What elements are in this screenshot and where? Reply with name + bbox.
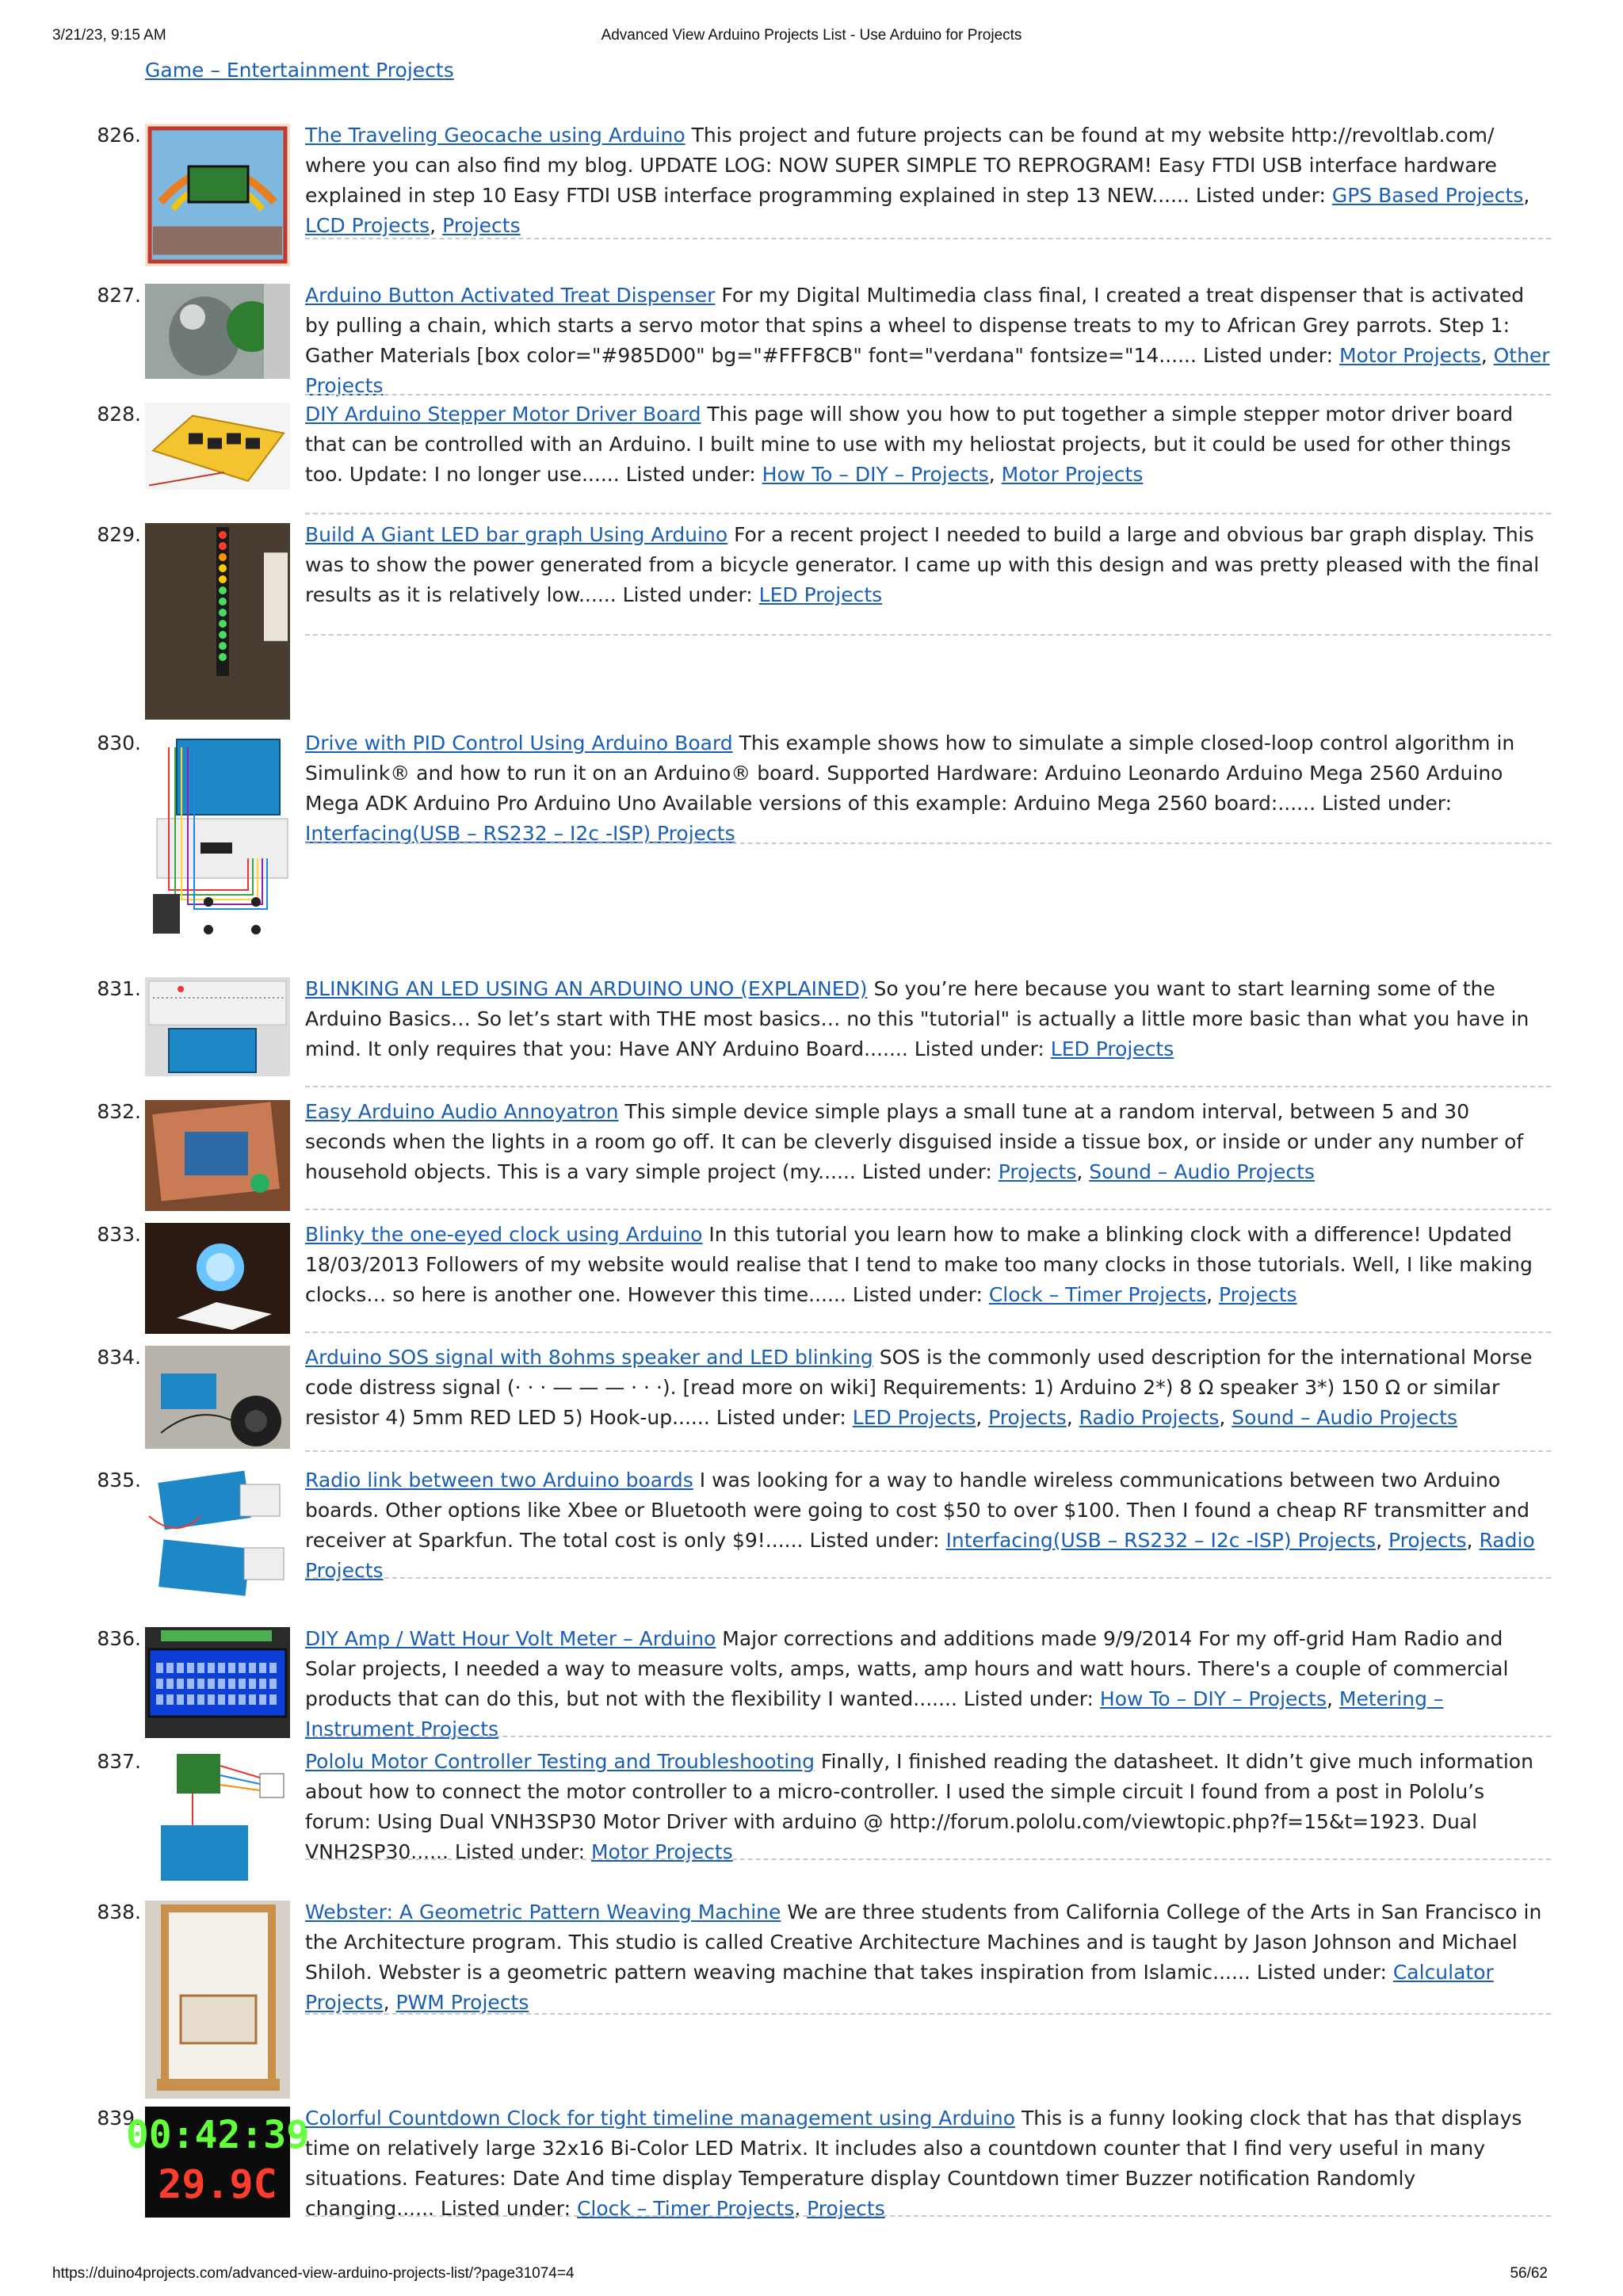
motor-controller-thumbnail[interactable] [145,1750,290,1889]
entry-title-link[interactable]: The Traveling Geocache using Arduino [305,124,685,147]
weaving-machine-thumbnail[interactable] [145,1901,290,2099]
listed-under-label: Listed under: [1256,1961,1393,1984]
entry-number: 828. [97,403,141,426]
entry-description: SOS is the commonly used description for the international Morse code distress signal (· · · — — — · · ·). [read more on wiki] Requirements: 1) Arduino 2*) 8 Ω speaker 3*) 150 Ω or similar resistor 4) 5mm RED LED 5) Hook-up...... [305,1346,1533,1429]
entry-text [305,1897,1551,2018]
tag-separator: , [1219,1406,1232,1429]
entry-text [305,974,1551,1064]
listed-under-label: Listed under: [852,1283,989,1306]
blue-orb-thumbnail[interactable] [145,1223,290,1334]
pid-wiring-thumbnail[interactable] [145,732,290,946]
tag-separator: , [1480,344,1494,367]
print-url: https://duino4projects.com/advanced-view-arduino-projects-list/?page31074=4 [52,2265,575,2282]
category-tag-link[interactable]: Motor Projects [1001,463,1144,486]
category-tag-link[interactable]: Motor Projects [1338,344,1481,367]
tag-separator: , [794,2197,808,2220]
entry-title-link[interactable]: Webster: A Geometric Pattern Weaving Machine [305,1901,781,1924]
category-tag-link[interactable]: Projects [807,2197,885,2220]
category-tag-link[interactable]: Sound – Audio Projects [1089,1160,1315,1183]
driver-board-thumbnail[interactable] [145,403,290,490]
category-tag-link[interactable]: LED Projects [1050,1037,1174,1060]
category-tag-link[interactable]: Calculator Projects [305,1961,1494,2014]
sos-speaker-thumbnail[interactable] [145,1346,290,1449]
entry-title-link[interactable]: Drive with PID Control Using Arduino Board [305,732,733,755]
entry-description: For my Digital Multimedia class final, I created a treat dispenser that is activated by pulling a chain, which starts a servo motor that spins a wheel to dispense treats to my to African Grey parrots. Step 1: Gather Materials [box color="#985D00" bg="#FFF8CB" font="verdana" fontsize="14...... [305,284,1525,367]
entry-divider [305,1859,1551,1860]
entry-description: This is a funny looking clock that has that displays time on relatively large 32x16 Bi-Color LED Matrix. It includes also a countdown counter that I find very useful in many situations. Features: Date And time display Temperature display Countdown timer Buzzer notification Randomly changing...... [305,2107,1522,2220]
category-tag-link[interactable]: LED Projects [758,583,883,606]
category-tag-link[interactable]: LED Projects [852,1406,976,1429]
listed-under-label: Listed under: [625,463,762,486]
entry-divider [305,1209,1551,1210]
entry-divider [305,238,1551,239]
entry-divider [305,1450,1551,1452]
print-footer [0,2265,1623,2289]
entry-number: 838. [97,1901,141,1924]
entry-text [305,120,1551,241]
entry-divider [305,2215,1551,2217]
listed-under-label: Listed under: [440,2197,577,2220]
category-tag-link[interactable]: LCD Projects [305,214,430,237]
entry-divider [305,1331,1551,1333]
entry-title-link[interactable]: BLINKING AN LED USING AN ARDUINO UNO (EXPLAINED) [305,977,868,1000]
breadboard-thumbnail[interactable] [145,977,290,1076]
tag-separator: , [1326,1687,1339,1710]
entry-text [305,1747,1551,1867]
entry-title-link[interactable]: DIY Amp / Watt Hour Volt Meter – Arduino [305,1627,716,1650]
entry-number: 830. [97,732,141,755]
entry-number: 839. [97,2107,141,2130]
tag-separator: , [430,214,443,237]
category-tag-link[interactable]: Projects [1388,1529,1467,1552]
clock-display-time: 00:42:39 [125,2113,310,2157]
entry-title-link[interactable]: Arduino Button Activated Treat Dispenser [305,284,716,307]
entry-title-link[interactable]: Radio link between two Arduino boards [305,1469,693,1492]
listed-under-label: Listed under: [716,1406,853,1429]
entry-text [305,728,1551,849]
tag-separator: , [976,1406,989,1429]
clock-display-temp: 29.9C [158,2161,277,2207]
entry-description: I was looking for a way to handle wireless communications between two Arduino boards. Other options like Xbee or Bluetooth were going to cost $50 to over $100. Then I found a cheap RF transmitter and receiver at Sparkfun. The total cost is only $9!...... [305,1469,1529,1552]
category-tag-link[interactable]: Other Projects [305,344,1550,397]
entry-text [305,1097,1551,1187]
annoyatron-thumbnail[interactable] [145,1100,290,1211]
category-tag-link[interactable]: Sound – Audio Projects [1232,1406,1457,1429]
listed-under-label: Listed under: [963,1687,1100,1710]
entry-number: 833. [97,1223,141,1246]
category-tag-link[interactable]: Radio Projects [1079,1406,1220,1429]
category-tag-link[interactable]: Projects [1219,1283,1297,1306]
entry-number: 826. [97,124,141,147]
entry-description: In this tutorial you learn how to make a blinking clock with a difference! Updated 18/03/2013 Followers of my website would realise that I tend to make too many clocks in those tutorials. Well, I like making clocks… so here is another one. However this time...... [305,1223,1533,1306]
entry-title-link[interactable]: DIY Arduino Stepper Motor Driver Board [305,403,701,426]
category-tag-link[interactable]: Projects [988,1406,1067,1429]
entry-title-link[interactable]: Blinky the one-eyed clock using Arduino [305,1223,703,1246]
listed-under-label: Listed under: [861,1160,999,1183]
entry-title-link[interactable]: Easy Arduino Audio Annoyatron [305,1100,619,1123]
print-title: Advanced View Arduino Projects List - Use Arduino for Projects [601,27,1022,44]
tag-separator: , [988,463,1002,486]
tag-separator: , [1466,1529,1480,1552]
entry-number: 831. [97,977,141,1000]
tag-separator: , [1206,1283,1220,1306]
entry-number: 827. [97,284,141,307]
parrot-thumbnail[interactable] [145,284,290,379]
led-matrix-clock-thumbnail[interactable] [125,2107,310,2218]
tag-separator: , [1066,1406,1079,1429]
geocache-box-thumbnail[interactable] [145,124,290,266]
entry-title-link[interactable]: Build A Giant LED bar graph Using Arduino [305,523,728,546]
listed-under-label: Listed under: [1321,792,1453,815]
entry-number: 829. [97,523,141,546]
entry-title-link[interactable]: Arduino SOS signal with 8ohms speaker and LED blinking [305,1346,873,1369]
listed-under-label: Listed under: [914,1037,1051,1060]
category-tag-link[interactable]: Motor Projects [590,1840,733,1863]
lcd-meter-thumbnail[interactable] [145,1627,290,1738]
entry-text [305,1343,1551,1433]
print-date: 3/21/23, 9:15 AM [52,27,166,44]
entry-description: We are three students from California College of the Arts in San Francisco in the Architecture program. This studio is called Creative Architecture Machines and is taught by Jason Johnson and Michael Shiloh. Webster is a geometric pattern weaving machine that takes inspiration from Islamic...... [305,1901,1542,1984]
entry-divider [305,1736,1551,1737]
entry-number: 836. [97,1627,141,1650]
entry-description: This simple device simple plays a small tune at a random interval, between 5 and 30 seconds when the lights in a room go off. It can be cleverly disguised inside a tissue box, or inside or under any number of household objects. This is a vary simple project (my...... [305,1100,1524,1183]
entry-text [305,1465,1551,1586]
category-tag-link[interactable]: Clock – Timer Projects [576,2197,795,2220]
entry-number: 832. [97,1100,141,1123]
category-tag-link[interactable]: Metering – Instrument Projects [305,1687,1444,1740]
entry-title-link[interactable]: Pololu Motor Controller Testing and Troubleshooting [305,1750,815,1773]
entry-text [305,520,1551,610]
tag-separator: , [1076,1160,1090,1183]
entry-number: 835. [97,1469,141,1492]
entry-divider [305,513,1551,514]
entry-description: This project and future projects can be found at my website http://revoltlab.com/ where you can also find my blog. UPDATE LOG: NOW SUPER SIMPLE TO REPROGRAM! Easy FTDI USB interface hardware explained in step 10 Easy FTDI USB interface programming explained in step 13 NEW...... [305,124,1497,207]
entry-description: Finally, I finished reading the datasheet. It didn’t give much information about how to connect the motor controller to a micro-controller. I used the simple circuit I found from a post in Pololu’s forum: Using Dual VNH3SP30 Motor Driver with arduino @ http://forum.pololu.com/viewtopic.php?f=15&t=1923. Dual VNH2SP30...... [305,1750,1533,1863]
category-tag-link[interactable]: GPS Based Projects [1331,184,1524,207]
entry-divider [305,394,1551,395]
category-tag-link[interactable]: Interfacing(USB – RS232 – I2c -ISP) Projects [305,822,735,845]
entry-divider [305,1577,1551,1579]
radio-boards-thumbnail[interactable] [145,1469,290,1607]
entry-description: For a recent project I needed to build a large and obvious bar graph display. This was to show the power generated from a bicycle generator. I came up with this design and was pretty pleased with the final results as it is relatively low...... [305,523,1540,606]
category-tag-link[interactable]: Clock – Timer Projects [988,1283,1207,1306]
category-tag-link[interactable]: How To – DIY – Projects [762,463,989,486]
entry-number: 837. [97,1750,141,1773]
listed-under-label: Listed under: [622,583,759,606]
entry-text [305,1220,1551,1310]
led-bar-thumbnail[interactable] [145,523,290,720]
category-tag-link[interactable]: Projects [998,1160,1077,1183]
entry-description: So you’re here because you want to start learning some of the Arduino Basics… So let’s start with THE most basics… no this "tutorial" is actually a little more basic than what you have in mind. It only requires that you: Have ANY Arduino Board....... [305,977,1529,1060]
category-tag-link[interactable]: PWM Projects [395,1991,529,2014]
listed-under-label: Listed under: [1202,344,1339,367]
category-link[interactable]: Game – Entertainment Projects [145,59,454,82]
listed-under-label: Listed under: [809,1529,946,1552]
entry-description: This page will show you how to put together a simple stepper motor driver board that can be controlled with an Arduino. I built mine to use with my heliostat projects, but it could be used for other things too. Update: I no longer use...... [305,403,1514,486]
page-number: 56/62 [1510,2265,1548,2282]
entry-divider [305,634,1551,636]
entry-title-link[interactable]: Colorful Countdown Clock for tight timeline management using Arduino [305,2107,1016,2130]
category-tag-link[interactable]: Projects [442,214,521,237]
entry-divider [305,842,1551,844]
entry-text [305,399,1551,490]
entry-text [305,281,1551,401]
entry-text [305,2103,1551,2224]
tag-separator: , [1523,184,1530,207]
entry-description: Major corrections and additions made 9/9/2014 For my off-grid Ham Radio and Solar projects, I needed a way to measure volts, amps, watts, amp hours and watt hours. There's a couple of commercial products that can do this, but not with the flexibility I wanted....... [305,1627,1509,1710]
listed-under-label: Listed under: [1195,184,1332,207]
tag-separator: , [1376,1529,1388,1552]
entry-number: 834. [97,1346,141,1369]
entry-divider [305,1086,1551,1087]
entry-description: This example shows how to simulate a simple closed-loop control algorithm in Simulink® and how to run it on an Arduino® board. Supported Hardware: Arduino Leonardo Arduino Mega 2560 Arduino Mega ADK Arduino Pro Arduino Uno Available versions of this example: Arduino Mega 2560 board:...... [305,732,1515,815]
tag-separator: , [383,1991,396,2014]
category-tag-link[interactable]: Interfacing(USB – RS232 – I2c -ISP) Projects [945,1529,1377,1552]
entry-text [305,1624,1551,1744]
category-tag-link[interactable]: Radio Projects [305,1529,1535,1582]
entry-divider [305,2013,1551,2015]
category-tag-link[interactable]: How To – DIY – Projects [1099,1687,1327,1710]
listed-under-label: Listed under: [454,1840,591,1863]
